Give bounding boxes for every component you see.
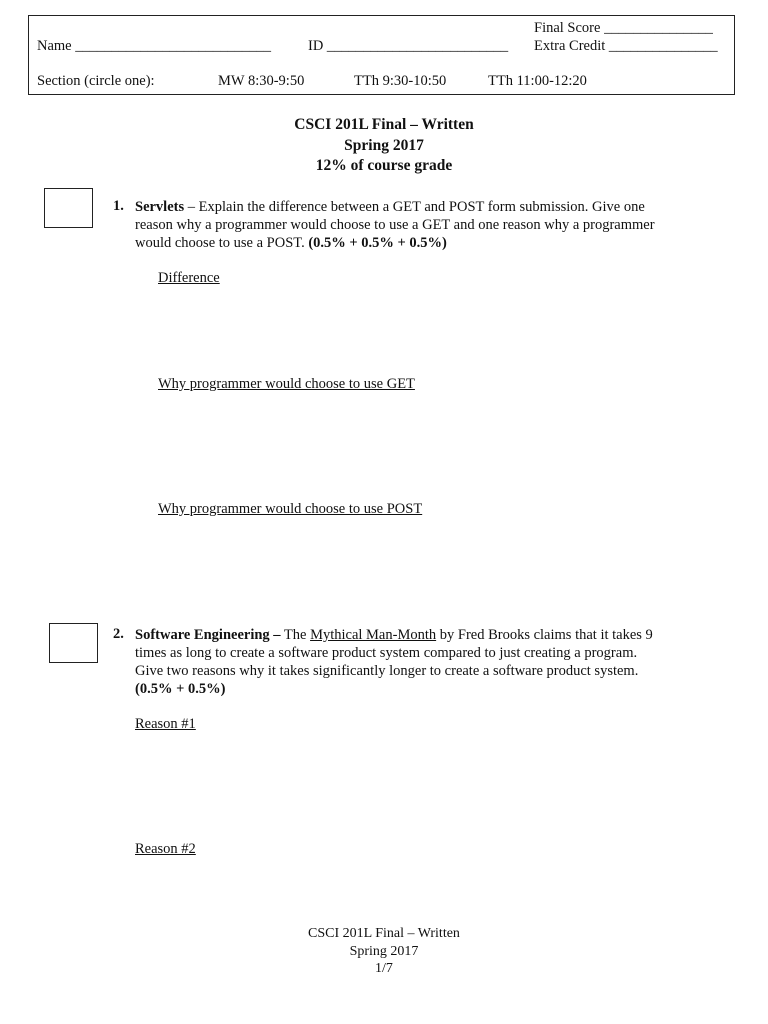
final-score-field[interactable]: Final Score _______________ (534, 20, 713, 36)
extra-credit-field[interactable]: Extra Credit _______________ (534, 38, 718, 54)
section-label: Section (circle one): (37, 73, 155, 89)
exam-title (0, 115, 768, 177)
question-2-subhead-reason-2: Reason #2 (135, 841, 196, 857)
question-1-score-box[interactable] (44, 188, 93, 228)
question-2-points: (0.5% + 0.5%) (135, 681, 226, 697)
question-2-text-post: by Fred Brooks claims that it takes 9 times as long to create a software product system compared to just creating a program. Give two reasons why it takes significantly longer to create a software product system. (135, 627, 653, 679)
page-footer (0, 925, 768, 978)
question-1-subhead-difference: Difference (158, 270, 220, 286)
exam-title-line1: CSCI 201L Final – Written (294, 116, 474, 133)
section-option-mw[interactable]: MW 8:30-9:50 (218, 73, 305, 89)
question-1-prompt (135, 198, 655, 252)
question-2-score-box[interactable] (49, 623, 98, 663)
question-2-subhead-reason-1: Reason #1 (135, 716, 196, 732)
question-2-prompt (135, 626, 655, 698)
question-2-text-pre: The (280, 627, 311, 643)
exam-title-line3: 12% of course grade (315, 157, 453, 174)
question-2-book-title: Mythical Man-Month (310, 627, 437, 643)
question-1-subhead-get: Why programmer would choose to use GET (158, 376, 415, 392)
question-1-subhead-post: Why programmer would choose to use POST (158, 501, 423, 517)
footer-title: CSCI 201L Final – Written (308, 926, 460, 941)
page-number: 1/7 (375, 961, 393, 976)
id-field[interactable]: ID _________________________ (308, 38, 509, 54)
name-field[interactable]: Name ___________________________ (37, 38, 271, 54)
section-option-tth-early[interactable]: TTh 9:30-10:50 (354, 73, 447, 89)
footer-term: Spring 2017 (349, 943, 419, 959)
question-2-number: 2. (113, 626, 124, 642)
exam-title-line2: Spring 2017 (344, 136, 424, 154)
question-1-points: (0.5% + 0.5% + 0.5%) (308, 235, 447, 251)
question-1-text: – Explain the difference between a GET and POST form submission. Give one reason why a programmer would choose to use a GET and one reason why a programmer would choose to use a POST. (135, 199, 655, 251)
question-1-number: 1. (113, 198, 124, 214)
section-option-tth-late[interactable]: TTh 11:00-12:20 (488, 73, 587, 89)
question-2-topic: Software Engineering – (135, 627, 281, 643)
question-1-topic: Servlets (135, 199, 185, 215)
